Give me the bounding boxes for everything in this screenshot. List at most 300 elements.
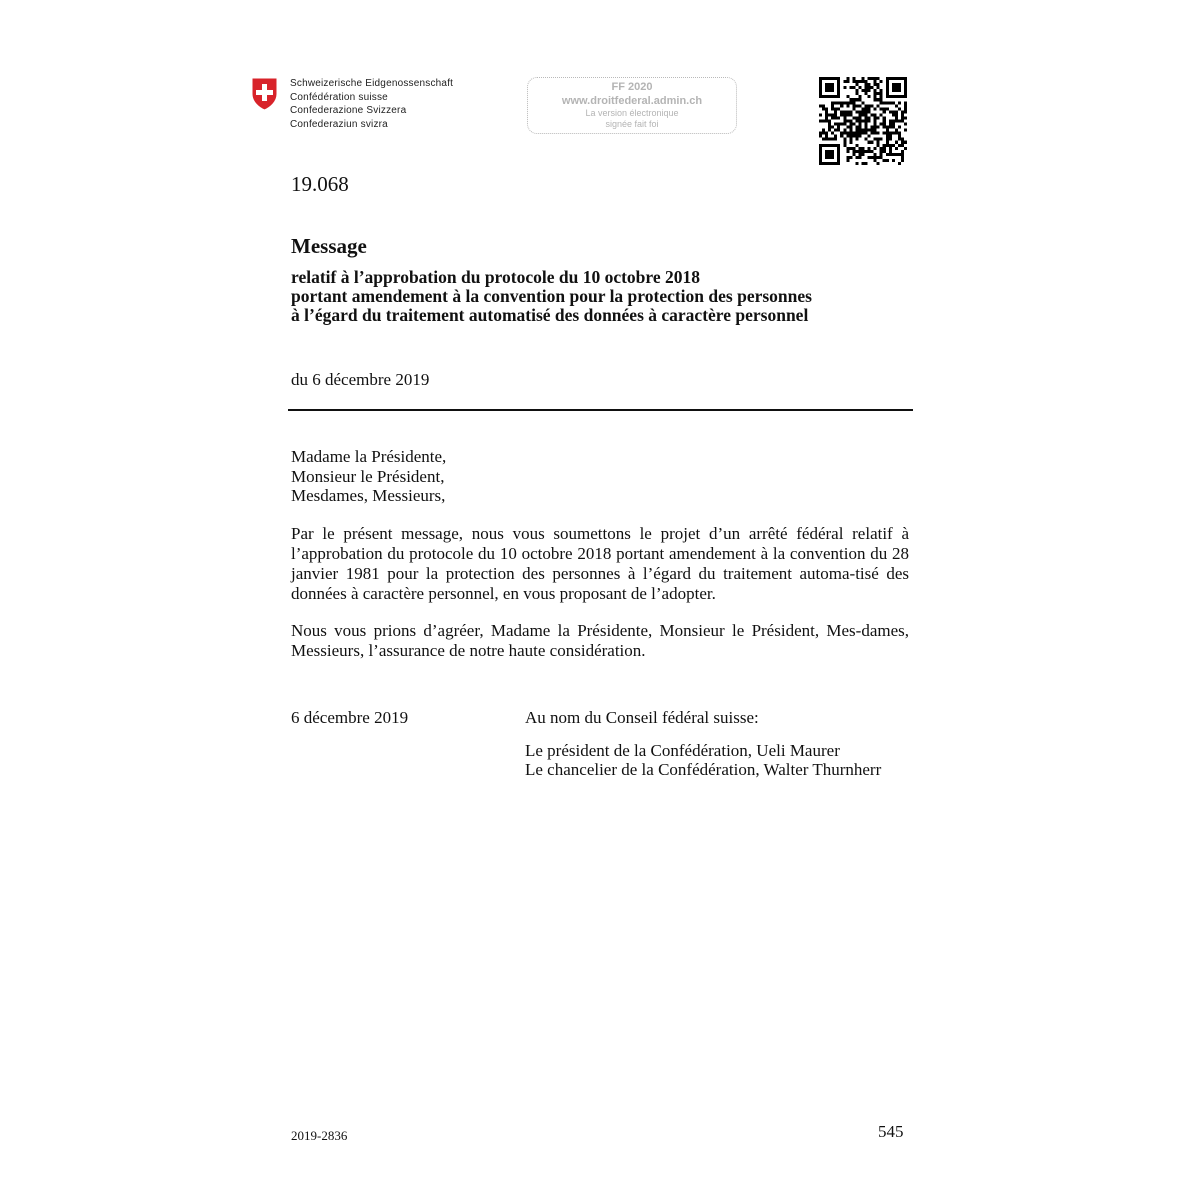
qr-module <box>865 83 868 86</box>
qr-module <box>868 95 871 98</box>
qr-module <box>834 110 837 113</box>
qr-module <box>819 104 822 107</box>
qr-module <box>898 101 901 104</box>
qr-module <box>871 129 874 132</box>
qr-module <box>822 129 825 132</box>
qr-module <box>858 129 861 132</box>
qr-module <box>855 104 858 107</box>
qr-module <box>886 135 889 138</box>
qr-module <box>849 147 852 150</box>
qr-module <box>846 126 849 129</box>
qr-module <box>849 138 852 141</box>
qr-module <box>871 104 874 107</box>
qr-module <box>825 107 828 110</box>
confederation-name-fr: Confédération suisse <box>290 91 388 103</box>
qr-module <box>880 153 883 156</box>
qr-module <box>871 113 874 116</box>
qr-module <box>825 116 828 119</box>
qr-module <box>819 119 822 122</box>
header-divider <box>288 409 913 411</box>
qr-module <box>865 126 868 129</box>
qr-module <box>855 92 858 95</box>
qr-module <box>886 141 889 144</box>
qr-module <box>898 107 901 110</box>
qr-module <box>858 80 861 83</box>
qr-module <box>895 113 898 116</box>
chancellor-signatory: Le chancelier de la Confédération, Walter Thurnherr <box>525 760 882 779</box>
qr-module <box>871 156 874 159</box>
electronic-signature-stamp <box>527 77 737 134</box>
qr-module <box>889 135 892 138</box>
qr-module <box>877 98 880 101</box>
qr-module <box>865 86 868 89</box>
qr-module <box>880 101 883 104</box>
qr-module <box>874 132 877 135</box>
qr-module <box>901 138 904 141</box>
qr-module <box>858 126 861 129</box>
qr-module <box>858 135 861 138</box>
qr-module <box>849 141 852 144</box>
qr-module <box>895 129 898 132</box>
qr-module <box>825 83 834 92</box>
qr-module <box>904 129 907 132</box>
qr-module <box>858 132 861 135</box>
qr-module <box>843 138 846 141</box>
qr-module <box>892 132 895 135</box>
qr-module <box>886 153 889 156</box>
qr-module <box>880 138 883 141</box>
qr-module <box>889 138 892 141</box>
qr-module <box>840 135 843 138</box>
qr-module <box>861 107 864 110</box>
qr-module <box>843 123 846 126</box>
confederation-logo <box>251 77 453 131</box>
qr-module <box>898 153 901 156</box>
qr-module <box>831 126 834 129</box>
qr-module <box>904 147 907 150</box>
qr-module <box>849 119 852 122</box>
qr-module <box>874 83 877 86</box>
qr-module <box>858 113 861 116</box>
qr-module <box>858 119 861 122</box>
salutation <box>291 447 446 506</box>
qr-module <box>886 126 889 129</box>
qr-module <box>843 141 846 144</box>
qr-module <box>852 116 855 119</box>
qr-module <box>828 113 831 116</box>
qr-module <box>868 135 871 138</box>
qr-module <box>904 107 907 110</box>
qr-module <box>861 77 864 80</box>
qr-module <box>901 159 904 162</box>
qr-module <box>843 132 846 135</box>
qr-module <box>843 110 846 113</box>
qr-module <box>846 101 849 104</box>
qr-module <box>901 156 904 159</box>
qr-module <box>880 147 883 150</box>
qr-module <box>865 110 868 113</box>
qr-module <box>880 156 883 159</box>
qr-module <box>883 116 886 119</box>
qr-module <box>865 150 868 153</box>
qr-module <box>874 77 877 80</box>
qr-module <box>828 129 831 132</box>
qr-module <box>886 144 889 147</box>
confederation-name-it: Confederazione Svizzera <box>290 105 407 116</box>
qr-module <box>828 123 831 126</box>
qr-module <box>837 116 840 119</box>
qr-module <box>877 77 880 80</box>
qr-module <box>843 101 846 104</box>
qr-module <box>895 141 898 144</box>
qr-module <box>858 95 861 98</box>
qr-module <box>868 147 871 150</box>
subtitle-line: à l’égard du traitement automatisé des données à caractère personnel <box>291 305 809 325</box>
qr-module <box>871 141 874 144</box>
qr-module <box>874 107 877 110</box>
qr-module <box>877 138 880 141</box>
qr-module <box>834 129 837 132</box>
qr-module <box>858 116 861 119</box>
qr-module <box>865 107 868 110</box>
qr-module <box>852 147 855 150</box>
qr-module <box>837 107 840 110</box>
qr-module <box>868 150 871 153</box>
qr-module <box>883 119 886 122</box>
qr-module <box>865 89 868 92</box>
qr-module <box>871 86 874 89</box>
qr-module <box>904 104 907 107</box>
qr-module <box>861 147 864 150</box>
confederation-name-de: Schweizerische Eidgenossenschaft <box>290 78 454 89</box>
qr-module <box>865 162 868 165</box>
qr-module <box>861 101 864 104</box>
qr-module <box>895 132 898 135</box>
confederation-names <box>290 77 453 131</box>
qr-module <box>877 162 880 165</box>
qr-module <box>861 119 864 122</box>
qr-module <box>889 126 892 129</box>
qr-module <box>883 126 886 129</box>
qr-module <box>865 80 868 83</box>
qr-module <box>889 110 892 113</box>
qr-module <box>831 107 834 110</box>
qr-module <box>868 83 871 86</box>
qr-module <box>877 144 880 147</box>
qr-module <box>898 162 901 165</box>
qr-module <box>880 95 883 98</box>
qr-module <box>855 162 858 165</box>
qr-module <box>855 98 858 101</box>
qr-module <box>825 119 828 122</box>
qr-module <box>874 113 877 116</box>
signature-date: 6 décembre 2019 <box>291 708 409 727</box>
qr-module <box>855 144 858 147</box>
qr-module <box>855 80 858 83</box>
qr-module <box>858 123 861 126</box>
qr-module <box>852 98 855 101</box>
qr-module <box>889 119 892 122</box>
qr-module <box>883 123 886 126</box>
qr-module <box>822 138 825 141</box>
qr-module <box>849 110 852 113</box>
qr-module <box>868 156 871 159</box>
qr-module <box>846 135 849 138</box>
qr-module <box>834 138 837 141</box>
qr-module <box>846 113 849 116</box>
qr-module <box>880 80 883 83</box>
qr-module <box>852 104 855 107</box>
qr-module <box>861 129 864 132</box>
qr-module <box>901 153 904 156</box>
qr-module <box>877 141 880 144</box>
qr-module <box>837 101 840 104</box>
qr-module <box>901 141 904 144</box>
qr-module <box>874 92 877 95</box>
qr-module <box>874 129 877 132</box>
qr-module <box>889 132 892 135</box>
qr-module <box>874 126 877 129</box>
salutation-line: Madame la Présidente, <box>291 447 447 466</box>
qr-module <box>886 132 889 135</box>
qr-module <box>892 110 895 113</box>
qr-module <box>895 153 898 156</box>
qr-module <box>874 138 877 141</box>
qr-module <box>852 101 855 104</box>
qr-module <box>831 113 834 116</box>
qr-module <box>861 132 864 135</box>
signature-block <box>525 708 881 780</box>
qr-module <box>822 132 825 135</box>
qr-module <box>822 104 825 107</box>
qr-module <box>883 107 886 110</box>
qr-module <box>883 159 886 162</box>
qr-module <box>868 107 871 110</box>
qr-module <box>892 153 895 156</box>
qr-module <box>861 113 864 116</box>
qr-module <box>834 113 837 116</box>
qr-module <box>837 123 840 126</box>
qr-module <box>898 144 901 147</box>
qr-code-icon <box>819 77 907 165</box>
qr-module <box>904 141 907 144</box>
qr-module <box>874 119 877 122</box>
qr-module <box>855 119 858 122</box>
stamp-note-line1: La version électronique <box>585 108 679 118</box>
qr-module <box>852 135 855 138</box>
qr-module <box>849 126 852 129</box>
closing-paragraph: Nous vous prions d’agréer, Madame la Présidente, Monsieur le Président, Mes-dames, Messieurs, l’assurance de notre haute considération. <box>291 621 909 660</box>
qr-module <box>898 119 901 122</box>
qr-module <box>874 116 877 119</box>
qr-module <box>889 123 892 126</box>
qr-module <box>865 113 868 116</box>
qr-module <box>819 132 822 135</box>
qr-module <box>868 141 871 144</box>
qr-module <box>849 135 852 138</box>
qr-module <box>852 86 855 89</box>
qr-module <box>865 123 868 126</box>
qr-module <box>886 129 889 132</box>
qr-module <box>849 123 852 126</box>
qr-module <box>825 135 828 138</box>
qr-module <box>846 150 849 153</box>
qr-module <box>849 86 852 89</box>
qr-module <box>837 129 840 132</box>
stamp-ff-reference: FF 2020 <box>611 81 653 93</box>
qr-module <box>843 80 846 83</box>
qr-module <box>849 156 852 159</box>
qr-module <box>858 110 861 113</box>
qr-module <box>901 150 904 153</box>
qr-module <box>837 126 840 129</box>
qr-module <box>825 138 828 141</box>
subtitle-line: relatif à l’approbation du protocole du 10 octobre 2018 <box>291 267 700 287</box>
qr-module <box>819 113 822 116</box>
document-title: Message <box>291 234 367 258</box>
qr-module <box>861 150 864 153</box>
qr-module <box>889 101 892 104</box>
qr-module <box>828 138 831 141</box>
qr-module <box>904 110 907 113</box>
qr-module <box>877 132 880 135</box>
qr-module <box>904 101 907 104</box>
qr-module <box>852 107 855 110</box>
qr-module <box>831 101 834 104</box>
qr-module <box>889 150 892 153</box>
qr-module <box>828 119 831 122</box>
qr-module <box>874 89 877 92</box>
qr-module <box>877 156 880 159</box>
qr-module <box>868 86 871 89</box>
qr-module <box>840 123 843 126</box>
qr-module <box>861 89 864 92</box>
qr-module <box>877 83 880 86</box>
qr-module <box>886 159 889 162</box>
qr-module <box>880 150 883 153</box>
qr-module <box>831 116 834 119</box>
qr-module <box>898 132 901 135</box>
qr-module <box>874 98 877 101</box>
qr-module <box>858 153 861 156</box>
qr-module <box>880 98 883 101</box>
qr-module <box>846 132 849 135</box>
qr-module <box>858 86 861 89</box>
qr-module <box>852 77 855 80</box>
qr-module <box>874 153 877 156</box>
qr-module <box>846 159 849 162</box>
qr-module <box>828 126 831 129</box>
qr-module <box>855 110 858 113</box>
qr-module <box>825 110 828 113</box>
qr-module <box>858 156 861 159</box>
qr-module <box>855 126 858 129</box>
qr-module <box>868 119 871 122</box>
qr-module <box>895 110 898 113</box>
qr-module <box>886 107 889 110</box>
qr-module <box>865 92 868 95</box>
qr-module <box>883 147 886 150</box>
cross-horizontal <box>256 90 273 95</box>
qr-module <box>871 77 874 80</box>
qr-module <box>849 98 852 101</box>
qr-module <box>892 123 895 126</box>
qr-module <box>834 101 837 104</box>
confederation-name-rm: Confederaziun svizra <box>290 118 388 130</box>
qr-module <box>819 135 822 138</box>
qr-module <box>868 129 871 132</box>
stamp-url: www.droitfederal.admin.ch <box>561 95 703 107</box>
subtitle-line: portant amendement à la convention pour la protection des personnes <box>291 286 812 306</box>
qr-module <box>834 116 837 119</box>
qr-module <box>865 104 868 107</box>
qr-module <box>886 138 889 141</box>
qr-module <box>825 113 828 116</box>
qr-module <box>852 153 855 156</box>
qr-module <box>892 113 895 116</box>
qr-module <box>877 86 880 89</box>
qr-module <box>877 104 880 107</box>
qr-module <box>889 144 892 147</box>
qr-module <box>868 116 871 119</box>
qr-module <box>858 104 861 107</box>
qr-module <box>858 150 861 153</box>
qr-module <box>892 119 895 122</box>
qr-module <box>843 113 846 116</box>
qr-module <box>874 80 877 83</box>
qr-module <box>895 104 898 107</box>
qr-module <box>858 147 861 150</box>
qr-module <box>901 116 904 119</box>
qr-module <box>865 116 868 119</box>
qr-module <box>855 156 858 159</box>
qr-module <box>834 107 837 110</box>
qr-module <box>840 110 843 113</box>
qr-module <box>852 150 855 153</box>
qr-module <box>874 159 877 162</box>
qr-module <box>855 138 858 141</box>
qr-module <box>883 101 886 104</box>
qr-module <box>898 138 901 141</box>
qr-module <box>840 113 843 116</box>
on-behalf-line: Au nom du Conseil fédéral suisse: <box>525 708 759 727</box>
qr-module <box>855 132 858 135</box>
document-number: 19.068 <box>291 172 349 196</box>
qr-module <box>892 101 895 104</box>
qr-module <box>880 107 883 110</box>
qr-module <box>895 119 898 122</box>
qr-module <box>843 116 846 119</box>
qr-module <box>861 110 864 113</box>
qr-module <box>868 110 871 113</box>
qr-module <box>849 113 852 116</box>
qr-module <box>858 98 861 101</box>
qr-module <box>846 110 849 113</box>
qr-module <box>865 132 868 135</box>
qr-module <box>825 150 834 159</box>
qr-module <box>877 92 880 95</box>
qr-module <box>874 156 877 159</box>
qr-module <box>831 104 834 107</box>
salutation-line: Monsieur le Président, <box>291 466 445 486</box>
qr-module <box>880 113 883 116</box>
qr-module <box>877 116 880 119</box>
qr-module <box>901 144 904 147</box>
qr-module <box>865 119 868 122</box>
qr-module <box>843 144 846 147</box>
qr-module <box>822 119 825 122</box>
qr-module <box>868 77 871 80</box>
